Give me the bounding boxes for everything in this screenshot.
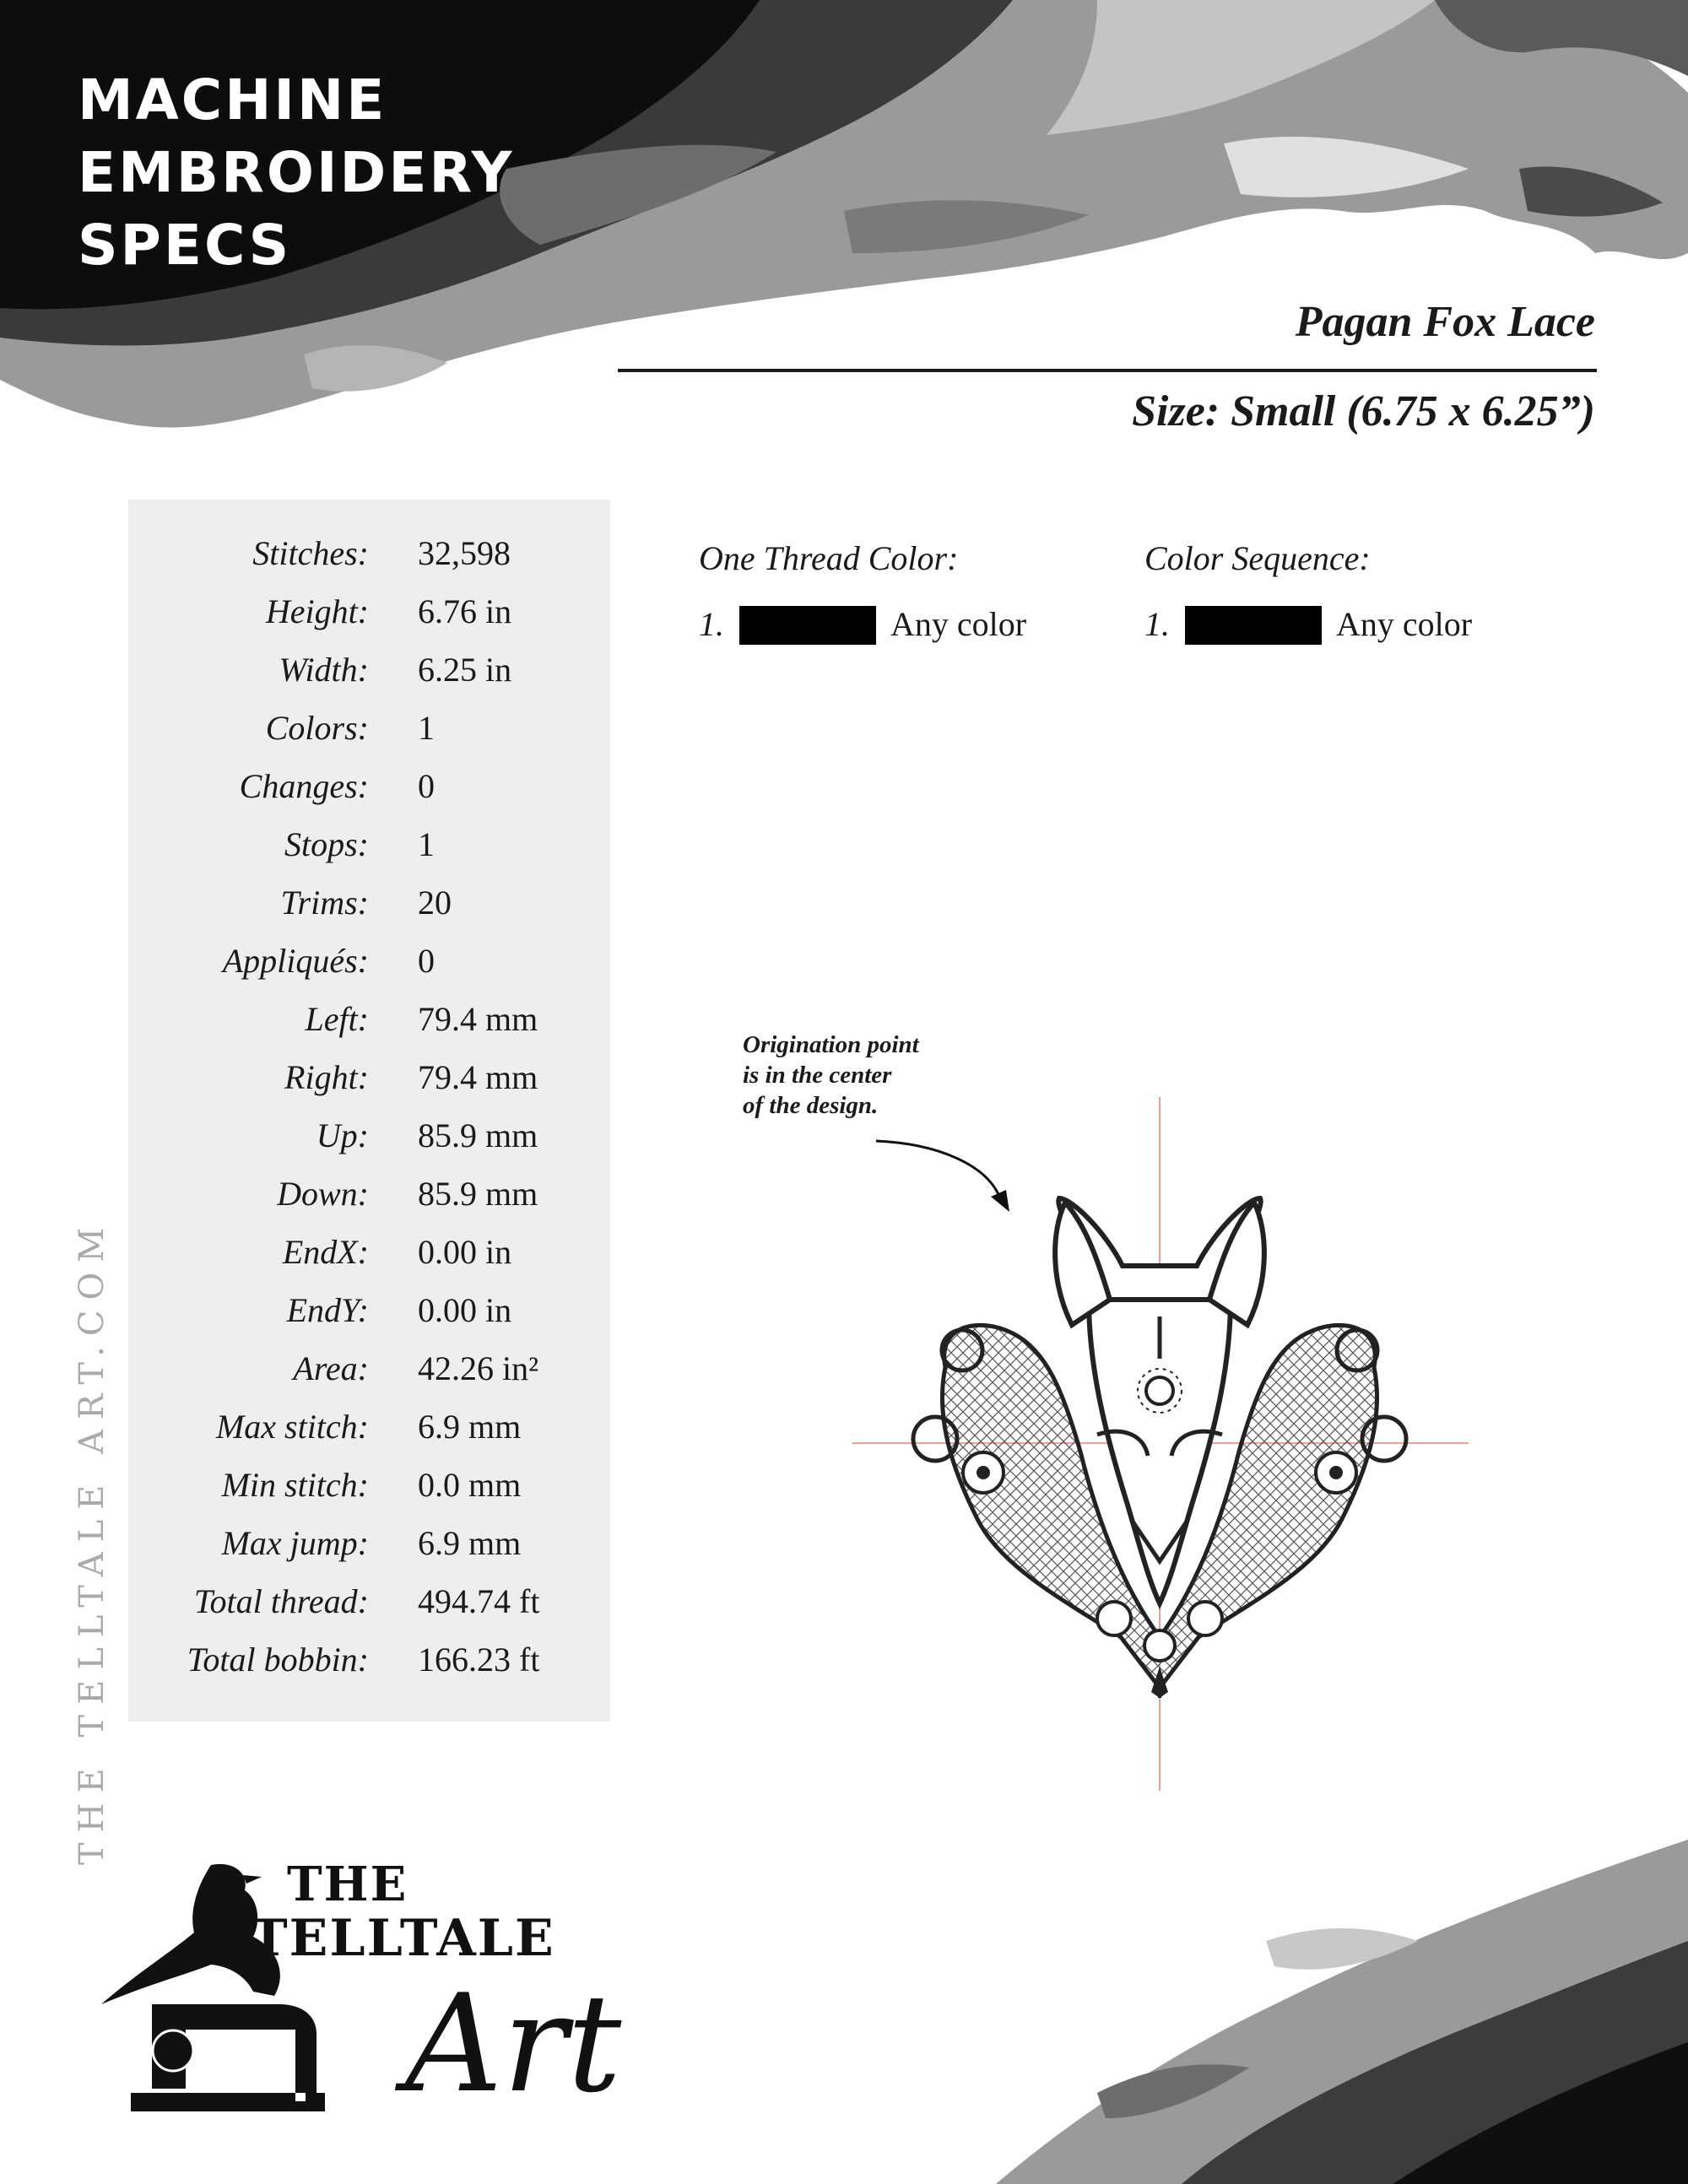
color-sequence-heading: Color Sequence: <box>1144 539 1371 577</box>
spec-value: 0 <box>418 767 435 805</box>
spec-value: 0 <box>418 942 435 980</box>
title-line-1: MACHINE <box>78 68 387 132</box>
callout-line: of the design. <box>743 1092 879 1119</box>
spec-value: 1 <box>418 825 435 863</box>
spec-value: 166.23 ft <box>418 1641 540 1679</box>
spec-value: 20 <box>418 884 452 922</box>
spec-label: Up: <box>316 1116 369 1154</box>
spec-value: 79.4 mm <box>418 1058 538 1096</box>
spec-label: Total bobbin: <box>187 1641 369 1679</box>
color-sequence-number: 1. <box>1144 605 1170 643</box>
spec-value: 6.9 mm <box>418 1408 522 1446</box>
spec-value: 0.0 mm <box>418 1466 522 1504</box>
title-line-3: SPECS <box>78 213 292 278</box>
spec-label: Min stitch: <box>221 1466 369 1504</box>
spec-label: Down: <box>277 1175 369 1213</box>
logo-art: Art <box>405 1965 622 2122</box>
spec-value: 0.00 in <box>418 1291 512 1329</box>
spec-label: Max jump: <box>221 1524 369 1562</box>
spec-label: Right: <box>284 1058 369 1096</box>
thread-color-number: 1. <box>699 605 724 643</box>
color-sequence-name: Any color <box>1336 605 1473 643</box>
spec-label: Left: <box>305 1000 369 1038</box>
logo-telltale: TELLTALE <box>250 1909 555 1968</box>
thread-color-heading: One Thread Color: <box>699 539 959 577</box>
spec-value: 42.26 in² <box>418 1349 539 1387</box>
spec-value: 6.9 mm <box>418 1524 522 1562</box>
spec-label: Changes: <box>239 767 369 805</box>
callout-line: Origination point <box>743 1031 919 1058</box>
spec-value: 0.00 in <box>418 1233 512 1271</box>
spec-label: Trims: <box>280 884 369 922</box>
spec-label: Width: <box>279 651 369 689</box>
design-name: Pagan Fox Lace <box>1295 298 1595 346</box>
thread-color-name: Any color <box>890 605 1027 643</box>
side-website-text: THE TELLTALE ART.COM <box>73 1217 111 1865</box>
spec-value: 32,598 <box>418 534 511 572</box>
spec-value: 85.9 mm <box>418 1116 538 1154</box>
spec-label: Total thread: <box>193 1582 369 1620</box>
spec-label: Appliqués: <box>222 942 369 980</box>
spec-label: EndY: <box>286 1291 369 1329</box>
spec-value: 1 <box>418 709 435 747</box>
spec-label: Area: <box>293 1349 369 1387</box>
spec-label: Stitches: <box>252 534 369 572</box>
spec-label: Stops: <box>284 825 369 863</box>
spec-label: Height: <box>265 592 369 630</box>
design-size: Size: Small (6.75 x 6.25”) <box>1132 387 1595 435</box>
logo-the: THE <box>287 1857 408 1912</box>
spec-value: 6.25 in <box>418 651 512 689</box>
spec-label: Colors: <box>265 709 369 747</box>
spec-value: 85.9 mm <box>418 1175 538 1213</box>
spec-value: 79.4 mm <box>418 1000 538 1038</box>
spec-label: EndX: <box>282 1233 369 1271</box>
callout-line: is in the center <box>743 1062 892 1089</box>
spec-value: 6.76 in <box>418 592 512 630</box>
title-line-2: EMBROIDERY <box>78 140 515 205</box>
spec-label: Max stitch: <box>215 1408 369 1446</box>
spec-value: 494.74 ft <box>418 1582 540 1620</box>
